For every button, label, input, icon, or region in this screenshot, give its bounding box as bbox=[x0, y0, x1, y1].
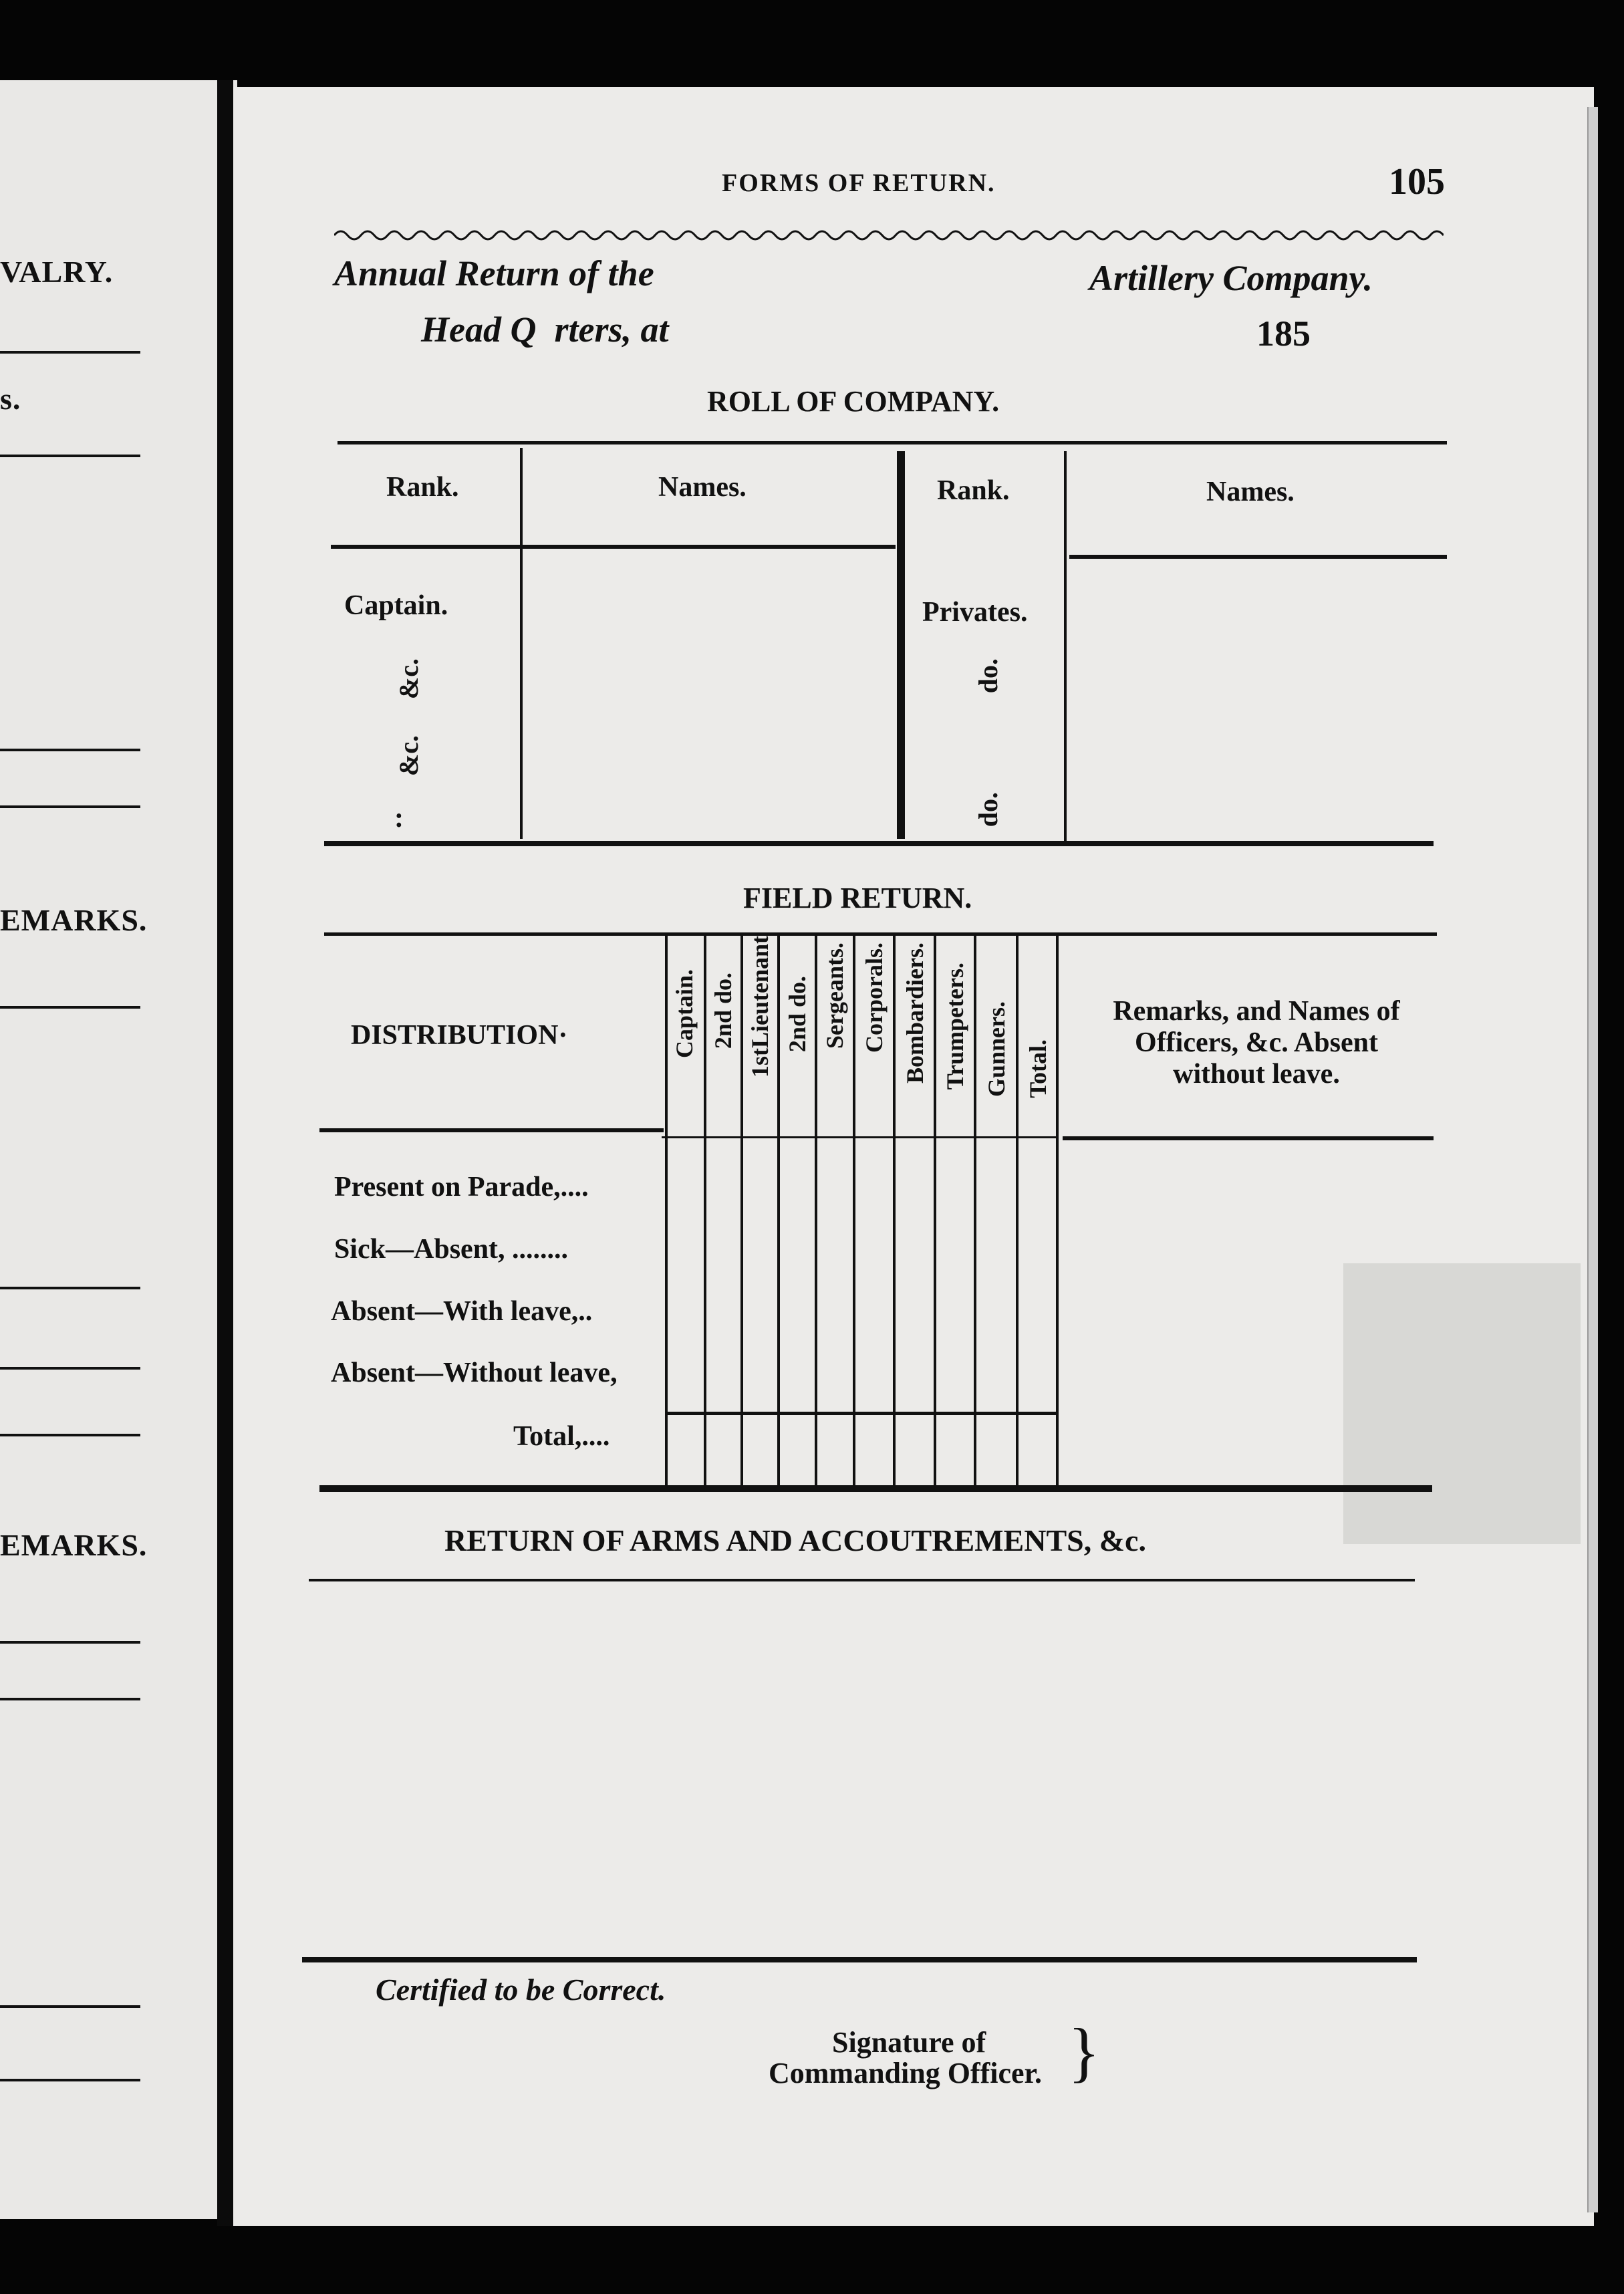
rank-ditto: do. bbox=[973, 792, 1003, 827]
column-divider bbox=[853, 932, 855, 1487]
divider bbox=[1063, 1136, 1434, 1140]
signature-label: Commanding Officer. bbox=[769, 2057, 1043, 2089]
column-divider bbox=[974, 932, 976, 1487]
divider bbox=[0, 455, 140, 457]
total-rule bbox=[667, 1412, 1058, 1415]
col-header-2nd-lieutenant: 2nd do. bbox=[784, 976, 811, 1053]
divider bbox=[331, 545, 896, 549]
title-line2-left: Head Q rters, at bbox=[421, 309, 669, 350]
col-header-1st-lieutenant: 1stLieutenant bbox=[747, 936, 773, 1078]
remarks-line: Remarks, and Names of bbox=[1113, 996, 1400, 1027]
column-divider bbox=[897, 451, 905, 839]
column-divider bbox=[1056, 932, 1059, 1487]
column-divider bbox=[934, 932, 936, 1487]
divider bbox=[0, 2079, 140, 2081]
divider bbox=[0, 749, 140, 751]
divider bbox=[302, 1957, 1417, 1962]
page-number: 105 bbox=[1389, 161, 1445, 203]
col-names: Names. bbox=[658, 472, 747, 503]
page-edge bbox=[1587, 107, 1598, 2212]
divider bbox=[0, 1434, 140, 1436]
col-header-2nd-captain: 2nd do. bbox=[710, 973, 736, 1049]
column-divider bbox=[704, 932, 706, 1487]
left-page-fragment: VALRY. bbox=[0, 255, 114, 289]
divider bbox=[0, 1287, 140, 1289]
page-spine bbox=[217, 80, 233, 2226]
divider bbox=[0, 1367, 140, 1370]
signature-brace: } bbox=[1068, 2015, 1100, 2089]
divider bbox=[0, 1006, 140, 1009]
column-divider bbox=[1016, 932, 1019, 1487]
title-year: 185 bbox=[1256, 313, 1311, 354]
divider bbox=[0, 1641, 140, 1644]
divider bbox=[0, 805, 140, 808]
col-header-sergeants: Sergeants. bbox=[821, 942, 848, 1049]
divider bbox=[324, 932, 1437, 936]
column-divider bbox=[740, 932, 743, 1487]
field-return-heading: FIELD RETURN. bbox=[743, 882, 972, 914]
title-line1-left: Annual Return of the bbox=[334, 253, 654, 293]
divider bbox=[1069, 555, 1447, 559]
column-divider bbox=[1064, 451, 1067, 842]
divider bbox=[0, 2005, 140, 2008]
roll-heading: ROLL OF COMPANY. bbox=[707, 385, 1000, 418]
left-page-fragment: EMARKS. bbox=[0, 1528, 148, 1562]
rank-etc: &c. bbox=[394, 658, 424, 700]
col-rank: Rank. bbox=[386, 472, 459, 503]
divider bbox=[319, 1485, 1432, 1492]
column-divider bbox=[893, 932, 896, 1487]
row-absent-without-leave: Absent—Without leave, bbox=[331, 1358, 618, 1388]
row-sick-absent: Sick—Absent, ........ bbox=[334, 1234, 569, 1265]
rank-ditto: do. bbox=[973, 658, 1003, 694]
row-absent-with-leave: Absent—With leave,.. bbox=[331, 1296, 593, 1327]
left-page-fragment: EMARKS. bbox=[0, 903, 148, 937]
divider bbox=[0, 351, 140, 354]
column-divider bbox=[777, 932, 780, 1487]
col-header-captain: Captain. bbox=[671, 969, 698, 1059]
left-page-fragment: s. bbox=[0, 382, 21, 416]
divider bbox=[319, 1128, 664, 1132]
divider bbox=[0, 1698, 140, 1700]
running-title: FORMS OF RETURN. bbox=[722, 169, 996, 197]
divider bbox=[309, 1579, 1415, 1581]
column-divider bbox=[520, 448, 523, 839]
col-header-trumpeters: Trumpeters. bbox=[942, 963, 968, 1090]
row-present-on-parade: Present on Parade,.... bbox=[334, 1172, 589, 1202]
column-divider bbox=[815, 932, 817, 1487]
divider bbox=[324, 841, 1434, 846]
signature-label: Signature of bbox=[832, 2026, 986, 2059]
left-page bbox=[0, 80, 237, 2219]
col-header-corporals: Corporals. bbox=[861, 942, 888, 1053]
rank-etc: : bbox=[394, 803, 404, 834]
divider bbox=[662, 1136, 1056, 1138]
col-header-gunners: Gunners. bbox=[983, 1001, 1010, 1098]
col-names-2: Names. bbox=[1206, 477, 1295, 507]
row-total: Total,.... bbox=[513, 1421, 610, 1452]
divider bbox=[337, 441, 1447, 444]
rank-captain: Captain. bbox=[344, 590, 448, 621]
wavy-rule bbox=[334, 227, 1444, 243]
title-line1-right: Artillery Company. bbox=[1089, 258, 1373, 298]
distribution-heading: DISTRIBUTION· bbox=[351, 1020, 568, 1051]
col-rank-2: Rank. bbox=[937, 475, 1010, 506]
remarks-line: without leave. bbox=[1173, 1059, 1340, 1090]
remarks-line: Officers, &c. Absent bbox=[1135, 1027, 1378, 1058]
page-stain bbox=[1343, 1263, 1581, 1544]
col-header-total: Total. bbox=[1025, 1039, 1051, 1098]
column-divider bbox=[665, 932, 668, 1487]
rank-etc: &c. bbox=[394, 735, 424, 777]
arms-heading: RETURN OF ARMS AND ACCOUTREMENTS, &c. bbox=[444, 1523, 1146, 1557]
col-header-bombardiers: Bombardiers. bbox=[902, 942, 928, 1084]
remarks-heading bbox=[1076, 996, 1437, 1090]
certified-text: Certified to be Correct. bbox=[376, 1972, 666, 2007]
rank-privates: Privates. bbox=[922, 597, 1028, 628]
